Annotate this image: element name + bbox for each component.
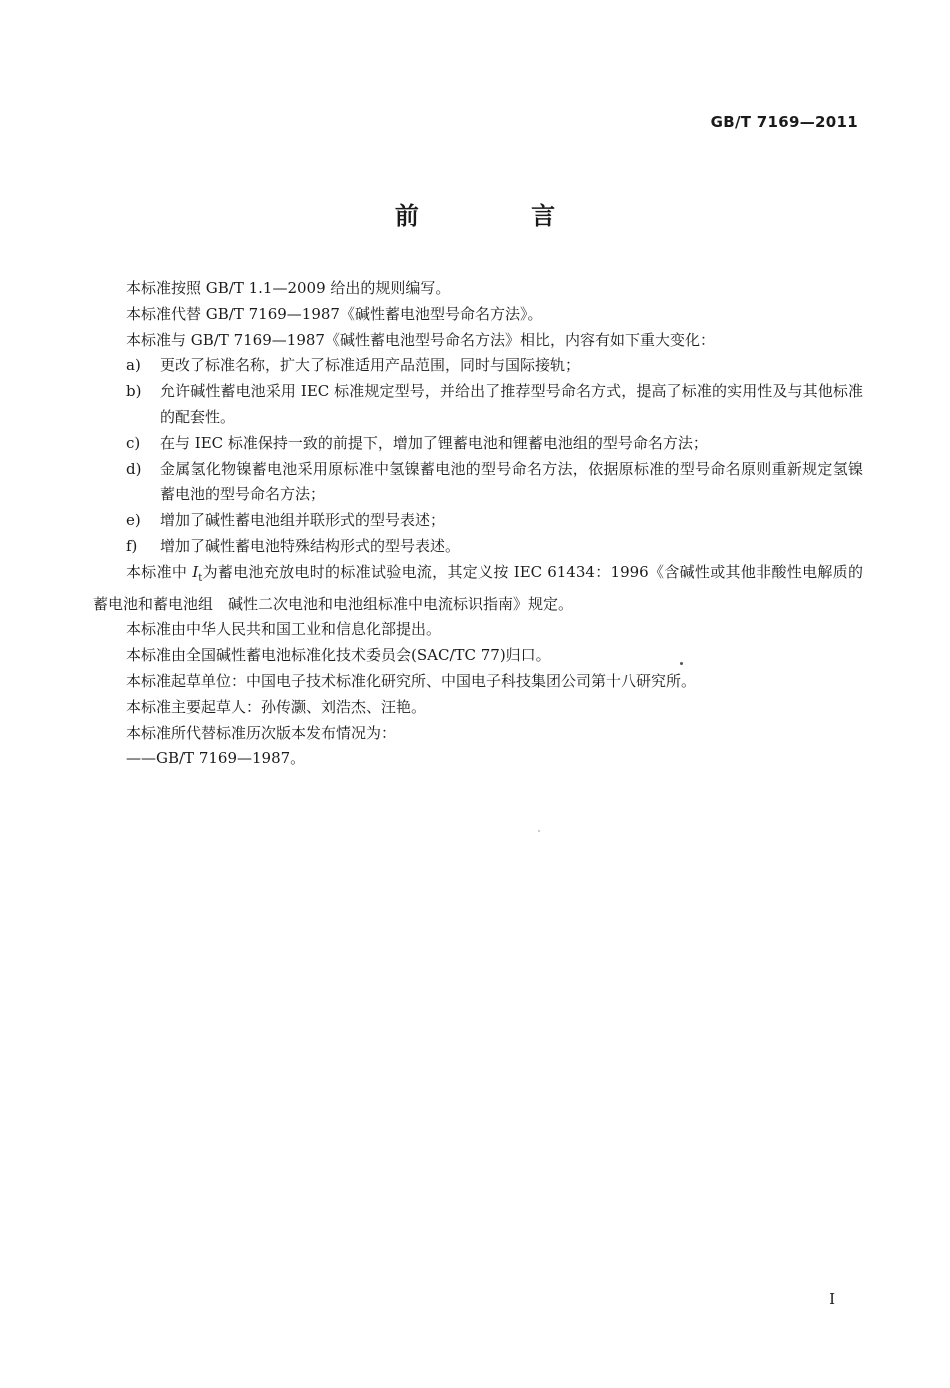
paragraph-proposed-by: 本标准由中华人民共和国工业和信息化部提出。 — [126, 620, 442, 639]
paragraph-replaces: 本标准代替 GB/T 7169—1987《碱性蓄电池型号命名方法》。 — [126, 304, 543, 323]
list-item-label: e) — [126, 511, 141, 530]
paragraph-previous-editions: 本标准所代替标准历次版本发布情况为： — [126, 723, 397, 742]
page-number: I — [829, 1290, 835, 1308]
standard-code: GB/T 7169—2011 — [710, 113, 858, 131]
current-symbol: I — [192, 562, 199, 581]
list-item — [93, 508, 863, 534]
list-item-label: d) — [126, 459, 142, 478]
list-item-label: f) — [126, 536, 138, 555]
paragraph-current-definition — [93, 560, 863, 618]
list-item — [93, 457, 863, 509]
scan-speck — [538, 830, 540, 832]
paragraph-drafting-rules: 本标准按照 GB/T 1.1—2009 给出的规则编写。 — [126, 279, 451, 297]
current-subscript: t — [198, 572, 203, 584]
list-item-text: 在与 IEC 标准保持一致的前提下，增加了锂蓄电池和锂蓄电池组的型号命名方法； — [160, 433, 708, 452]
foreword-body — [93, 276, 863, 772]
list-item-text: 增加了碱性蓄电池特殊结构形式的型号表述。 — [160, 536, 461, 555]
paragraph-current-prefix: 本标准中 — [126, 562, 193, 581]
list-item-label: c) — [126, 433, 141, 452]
list-item — [93, 353, 863, 379]
list-item — [93, 379, 863, 431]
list-item-label: a) — [126, 356, 141, 375]
list-item-text: 更改了标准名称，扩大了标准适用产品范围，同时与国际接轨； — [160, 356, 581, 375]
paragraph-drafting-units: 本标准起草单位：中国电子技术标准化研究所、中国电子科技集团公司第十八研究所。 — [126, 671, 697, 690]
list-item-text: 增加了碱性蓄电池组并联形式的型号表述； — [160, 511, 446, 530]
scan-speck — [680, 662, 683, 665]
list-item-text: 允许碱性蓄电池采用 IEC 标准规定型号，并给出了推荐型号命名方式，提高了标准的实用性及与其他标准的配套性。 — [160, 382, 863, 426]
paragraph-drafters: 本标准主要起草人：孙传灏、刘浩杰、汪艳。 — [126, 697, 427, 716]
list-item-text: 金属氢化物镍蓄电池采用原标准中氢镍蓄电池的型号命名方法，依据原标准的型号命名原则重新规定氢镍蓄电池的型号命名方法； — [160, 459, 863, 504]
paragraph-current-rest: 为蓄电池充放电时的标准试验电流，其定义按 IEC 61434：1996《含碱性或其他非酸性电解质的蓄电池和蓄电池组 碱性二次电池和电池组标准中电流标识指南》规定。 — [93, 562, 863, 613]
paragraph-changes-intro: 本标准与 GB/T 7169—1987《碱性蓄电池型号命名方法》相比，内容有如下重大变化： — [126, 330, 715, 349]
previous-edition-entry: ——GB/T 7169—1987。 — [126, 749, 306, 768]
list-item — [93, 534, 863, 560]
page-title: 前 言 — [394, 202, 608, 230]
list-item-label: b) — [126, 382, 142, 401]
list-item — [93, 431, 863, 457]
paragraph-administered-by: 本标准由全国碱性蓄电池标准化技术委员会(SAC/TC 77)归口。 — [126, 646, 551, 665]
